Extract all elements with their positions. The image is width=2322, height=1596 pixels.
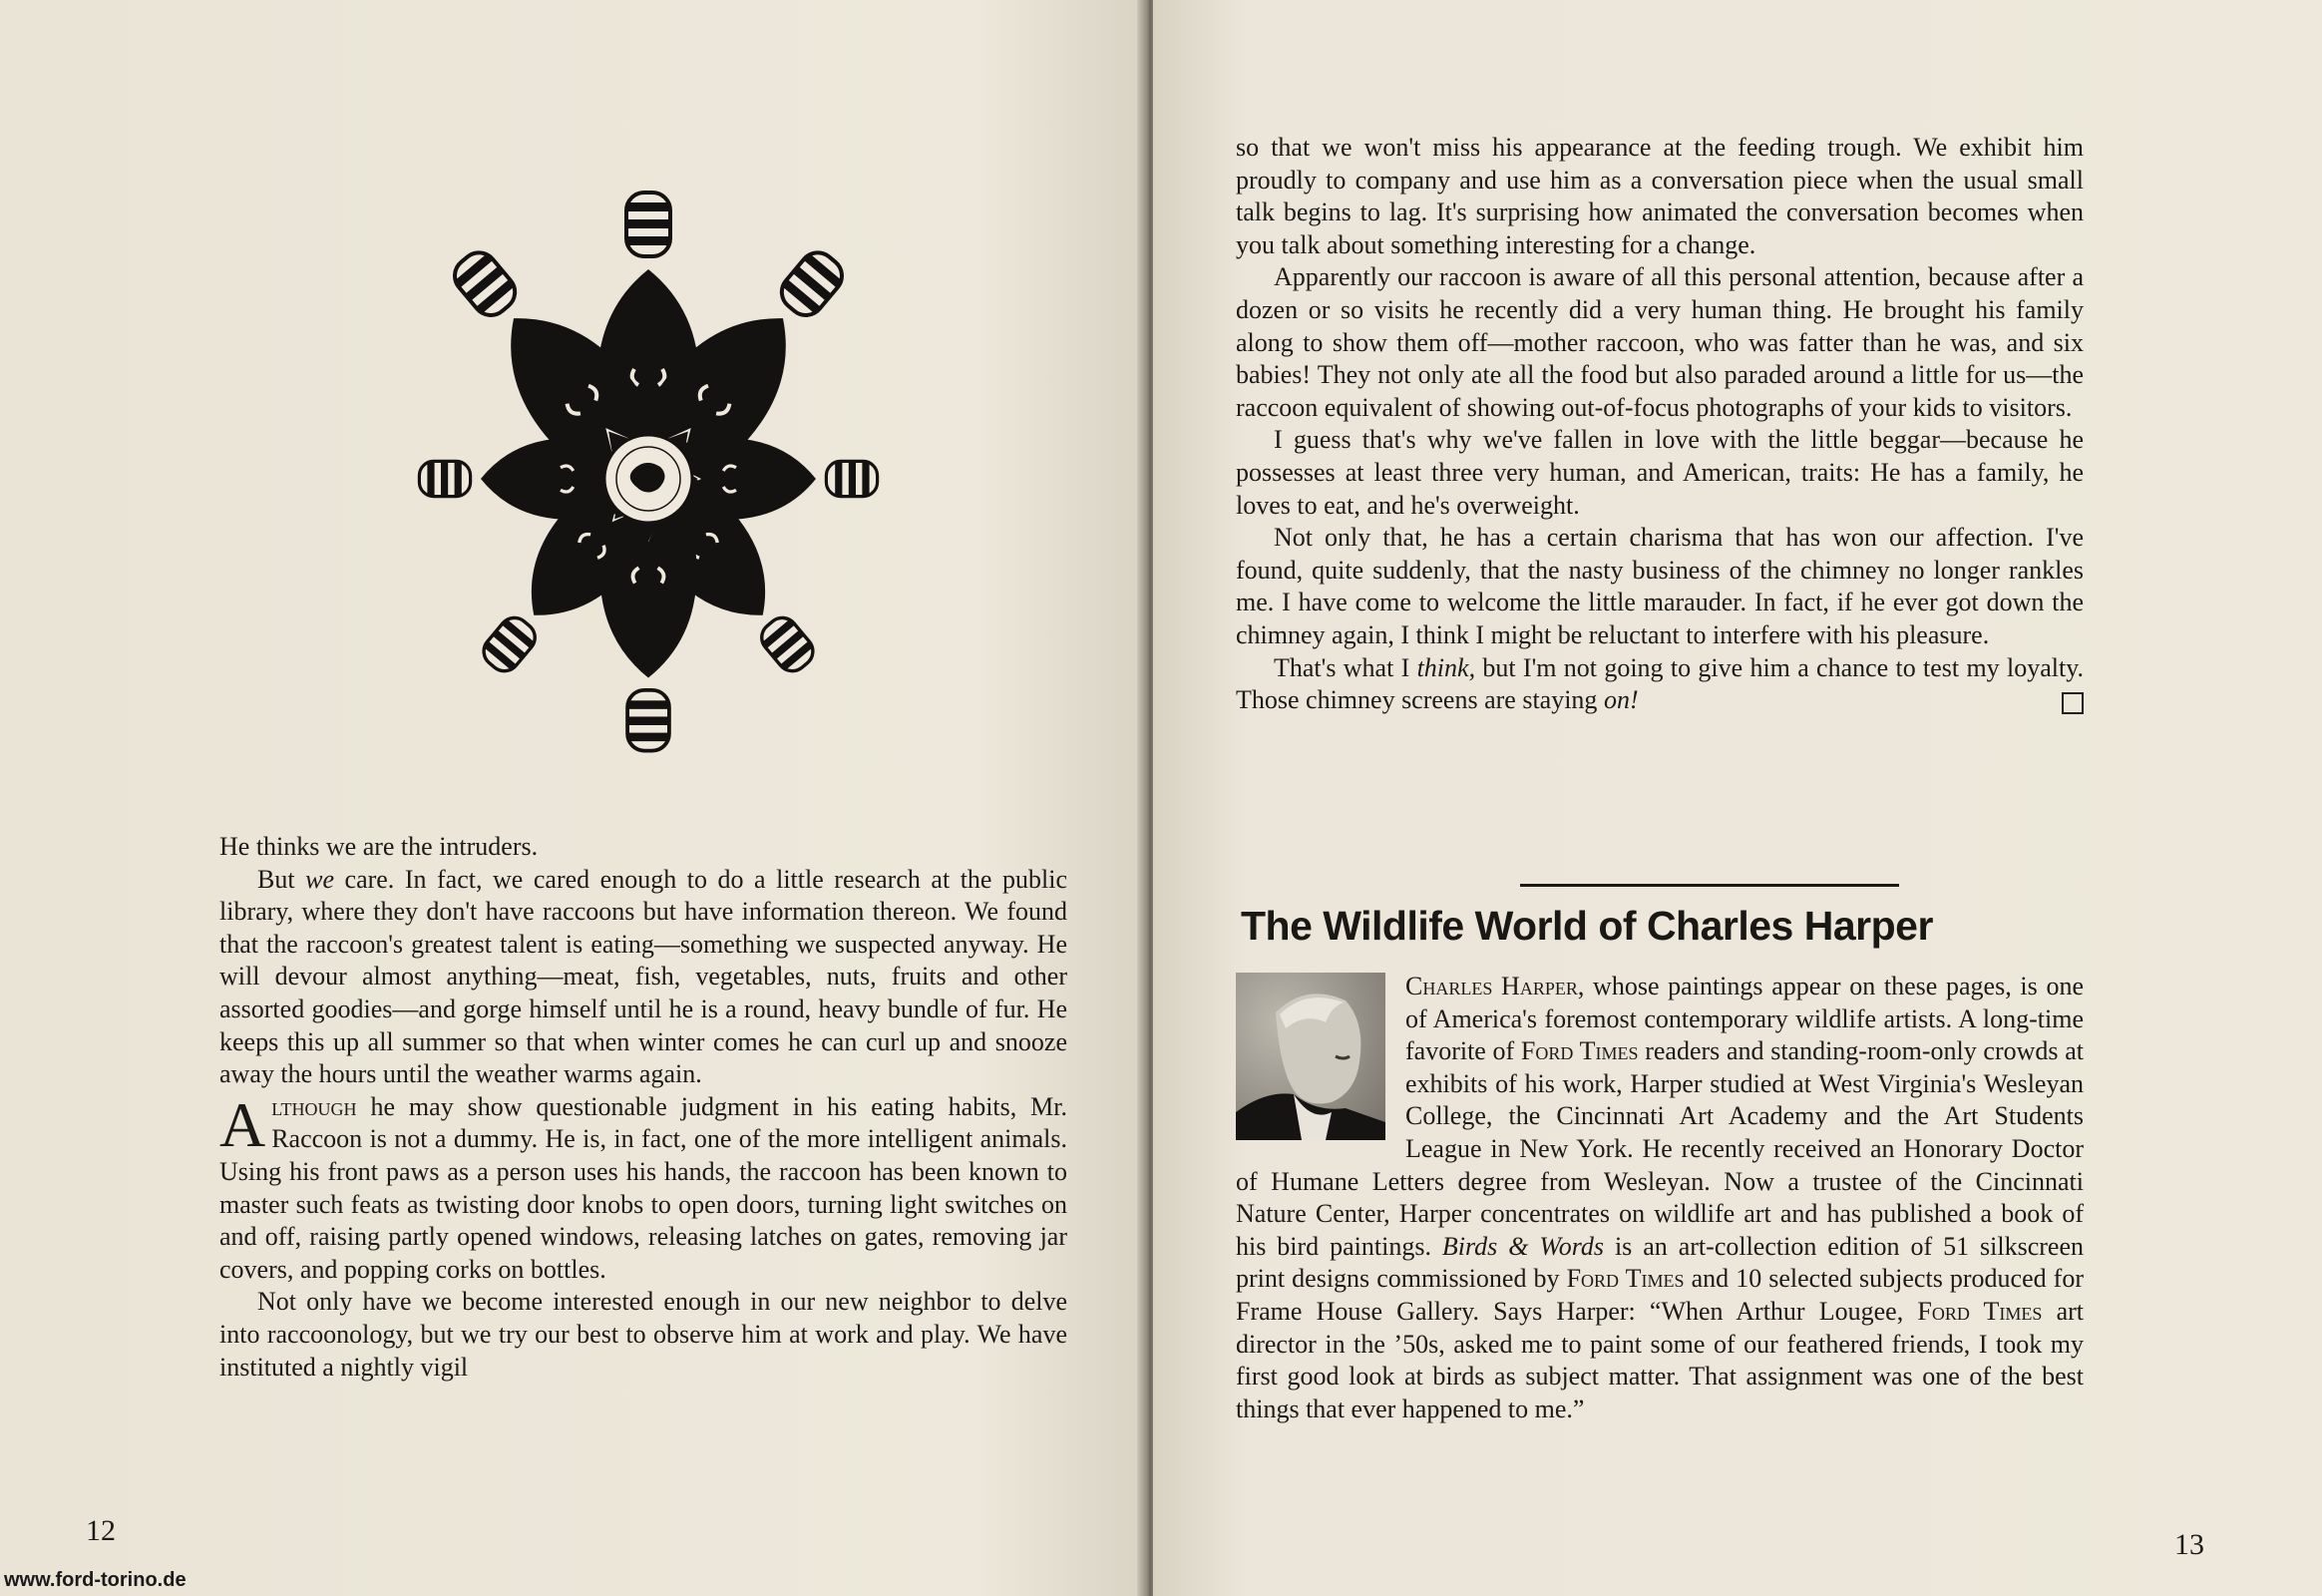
- raccoon-illustration: [319, 130, 977, 828]
- section-headline: The Wildlife World of Charles Harper: [1241, 903, 1933, 949]
- page-number: 13: [2174, 1528, 2204, 1561]
- paragraph: Not only that, he has a certain charisma that has won our affection. I've found, quite suddenly, that the nasty business of the chimney no longer rankles me. I have come to welcome the little marauder. In fact, if he ever got down the chimney again, I think I might be reluctant to interfere with his pleasure.: [1236, 523, 2084, 649]
- section-rule: [1520, 884, 1899, 887]
- right-column-text: [1236, 132, 2084, 717]
- publication-name: Ford Times: [1520, 1036, 1639, 1066]
- small-caps-lead: lthough: [271, 1091, 357, 1121]
- bio-text: and 10 selected subjects produced for Frame House Gallery. Says Harper: “When Arthur Lougee,: [1236, 1264, 2084, 1326]
- artist-name: Charles Harper,: [1405, 972, 1585, 1000]
- bio-text: is an art-collection edition of 51 silkscreen print designs commissioned by: [1236, 1231, 2084, 1294]
- watermark: www.ford-torino.de: [4, 1569, 187, 1591]
- bio-text: whose paintings appear on these pages, is one of America's foremost contemporary wildlife artists. A long-time favorite of: [1405, 972, 2084, 1066]
- paragraph-text: but I'm not going to give him a chance to test my loyalty. Those chimney screens are staying: [1236, 652, 2084, 715]
- publication-name: Ford Times: [1917, 1296, 2043, 1326]
- paragraph-text: That's what I: [1274, 652, 1417, 682]
- bio-text: art director in the ’50s, asked me to paint some of our feathered friends, I took my first good look at birds as subject matter. That assignment was one of the best things that ever happened to me.”: [1236, 1296, 2085, 1423]
- paragraph-text: care. In fact, we cared enough to do a little research at the public library, where they don't have raccoons but have information thereon. We found that the raccoon's greatest talent is eating—something we suspected anyway. He will devour almost anything—meat, fish, vegetables, nuts, fruits and other assorted goodies—and gorge himself until he is a round, heavy bundle of fur. He keeps this up all summer so that when winter comes he can curl up and snooze away the hours until the weather warms again.: [219, 864, 1067, 1089]
- paragraph-text: he may show questionable judgment in his eating habits, Mr. Raccoon is not a dummy. He is, in fact, one of the more intelligent animals. Using his front paws as a person uses his hands, the raccoon has been known to master such feats as twisting door knobs to open doors, turning light switches on and off, raising partly opened windows, releasing latches on gates, removing jar covers, and popping corks on bottles.: [219, 1091, 1068, 1284]
- paragraph: [1236, 652, 2084, 717]
- paragraph: Apparently our raccoon is aware of all this personal attention, because after a dozen or so visits he recently did a very human thing. He brought his family along to show them off—mother raccoon, who was fatter than he was, and six babies! They not only ate all the food but also paraded around a little for us—the raccoon equivalent of showing out-of-focus photographs of your kids to visitors.: [1236, 262, 2084, 422]
- drop-cap: A: [219, 1088, 266, 1160]
- right-page: [1153, 0, 2322, 1596]
- end-mark-icon: [2062, 692, 2084, 714]
- emphasis: on!: [1603, 685, 1639, 715]
- publication-name: Ford Times: [1566, 1264, 1685, 1294]
- page-number: 12: [86, 1514, 116, 1547]
- emphasis: we: [305, 864, 334, 894]
- left-column-text: [219, 831, 1067, 1384]
- paragraph: He thinks we are the intruders.: [219, 832, 539, 861]
- left-page: [0, 0, 1147, 1596]
- paragraph: I guess that's why we've fallen in love with the little beggar—because he possesses at least three very human, and American, traits: He has a family, he loves to eat, and he's overweight.: [1236, 425, 2084, 520]
- paragraph: Not only have we become interested enough in our new neighbor to delve into raccoonology, but we try our best to observe him at work and play. We have instituted a nightly vigil: [219, 1287, 1067, 1382]
- paragraph-lead: But: [257, 864, 306, 894]
- paragraph: so that we won't miss his appearance at the feeding trough. We exhibit him proudly to company and use him as a conversation piece when the usual small talk begins to lag. It's surprising how animated the conversation becomes when you talk about something interesting for a change.: [1236, 133, 2084, 259]
- paragraph: [219, 864, 1067, 1091]
- artist-portrait: [1236, 973, 1385, 1140]
- emphasis: think,: [1416, 652, 1476, 682]
- book-title: Birds & Words: [1441, 1231, 1604, 1261]
- bio-text: readers and standing-room-only crowds at exhibits of his work, Harper studied at West Virginia's Wesleyan College, the Cincinnati Art Academy and the Art Students League in New York. He recently received an Honorary Doctor of Humane Letters degree from Wesleyan. Now a trustee of the Cincinnati Nature Center, Harper concentrates on wildlife art and has published a book of his bird paintings.: [1236, 1036, 2084, 1261]
- artist-bio: [1236, 971, 2084, 1425]
- paragraph: [219, 1088, 1068, 1287]
